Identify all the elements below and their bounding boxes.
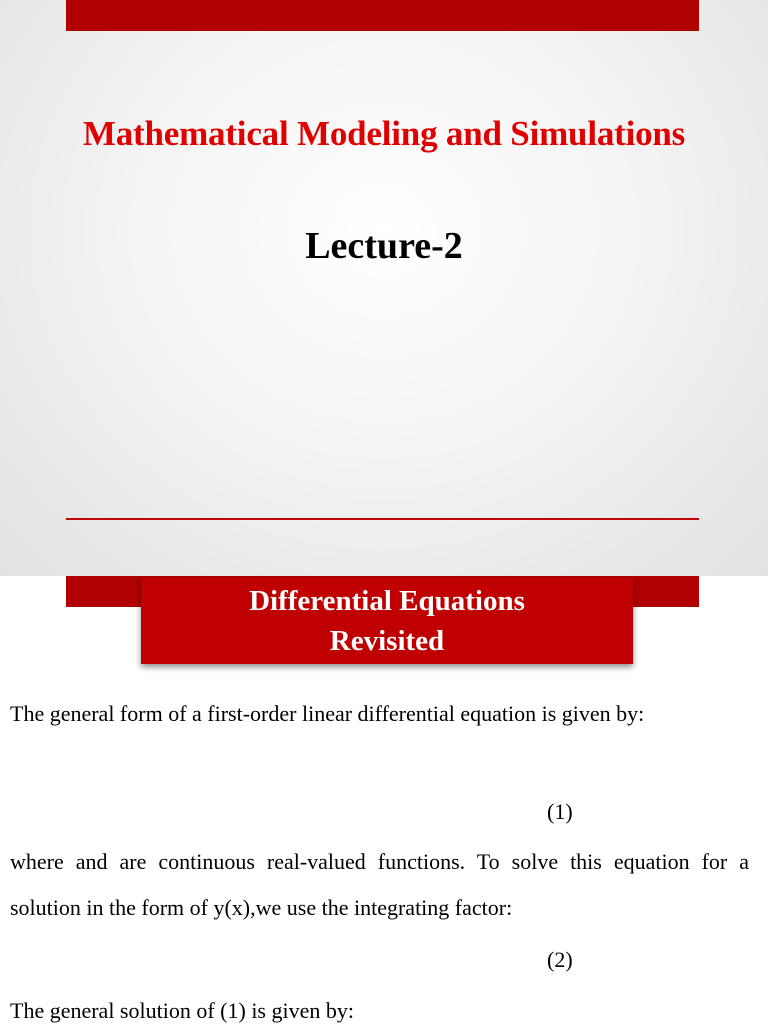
paragraph-intro: The general form of a first-order linear differential equation is given by: bbox=[10, 701, 645, 726]
section-heading-line2: Revisited bbox=[329, 625, 445, 657]
content-slide bbox=[0, 576, 768, 1024]
equation-number-2: (2) bbox=[547, 947, 573, 972]
section-heading-line1: Differential Equations bbox=[249, 585, 525, 617]
lecture-title: Lecture-2 bbox=[305, 225, 463, 267]
paragraph-solution: The general solution of (1) is given by: bbox=[10, 998, 354, 1023]
equation-number-1: (1) bbox=[547, 799, 573, 824]
top-accent-bar bbox=[66, 0, 699, 31]
paragraph-explanation: where and are continuous real-valued functions. To solve this equation for a solution in the form of y(x),we use the integrating factor: bbox=[10, 849, 749, 920]
deck-title: Mathematical Modeling and Simulations bbox=[82, 114, 686, 153]
section-heading bbox=[141, 578, 633, 664]
divider-rule bbox=[66, 518, 699, 520]
